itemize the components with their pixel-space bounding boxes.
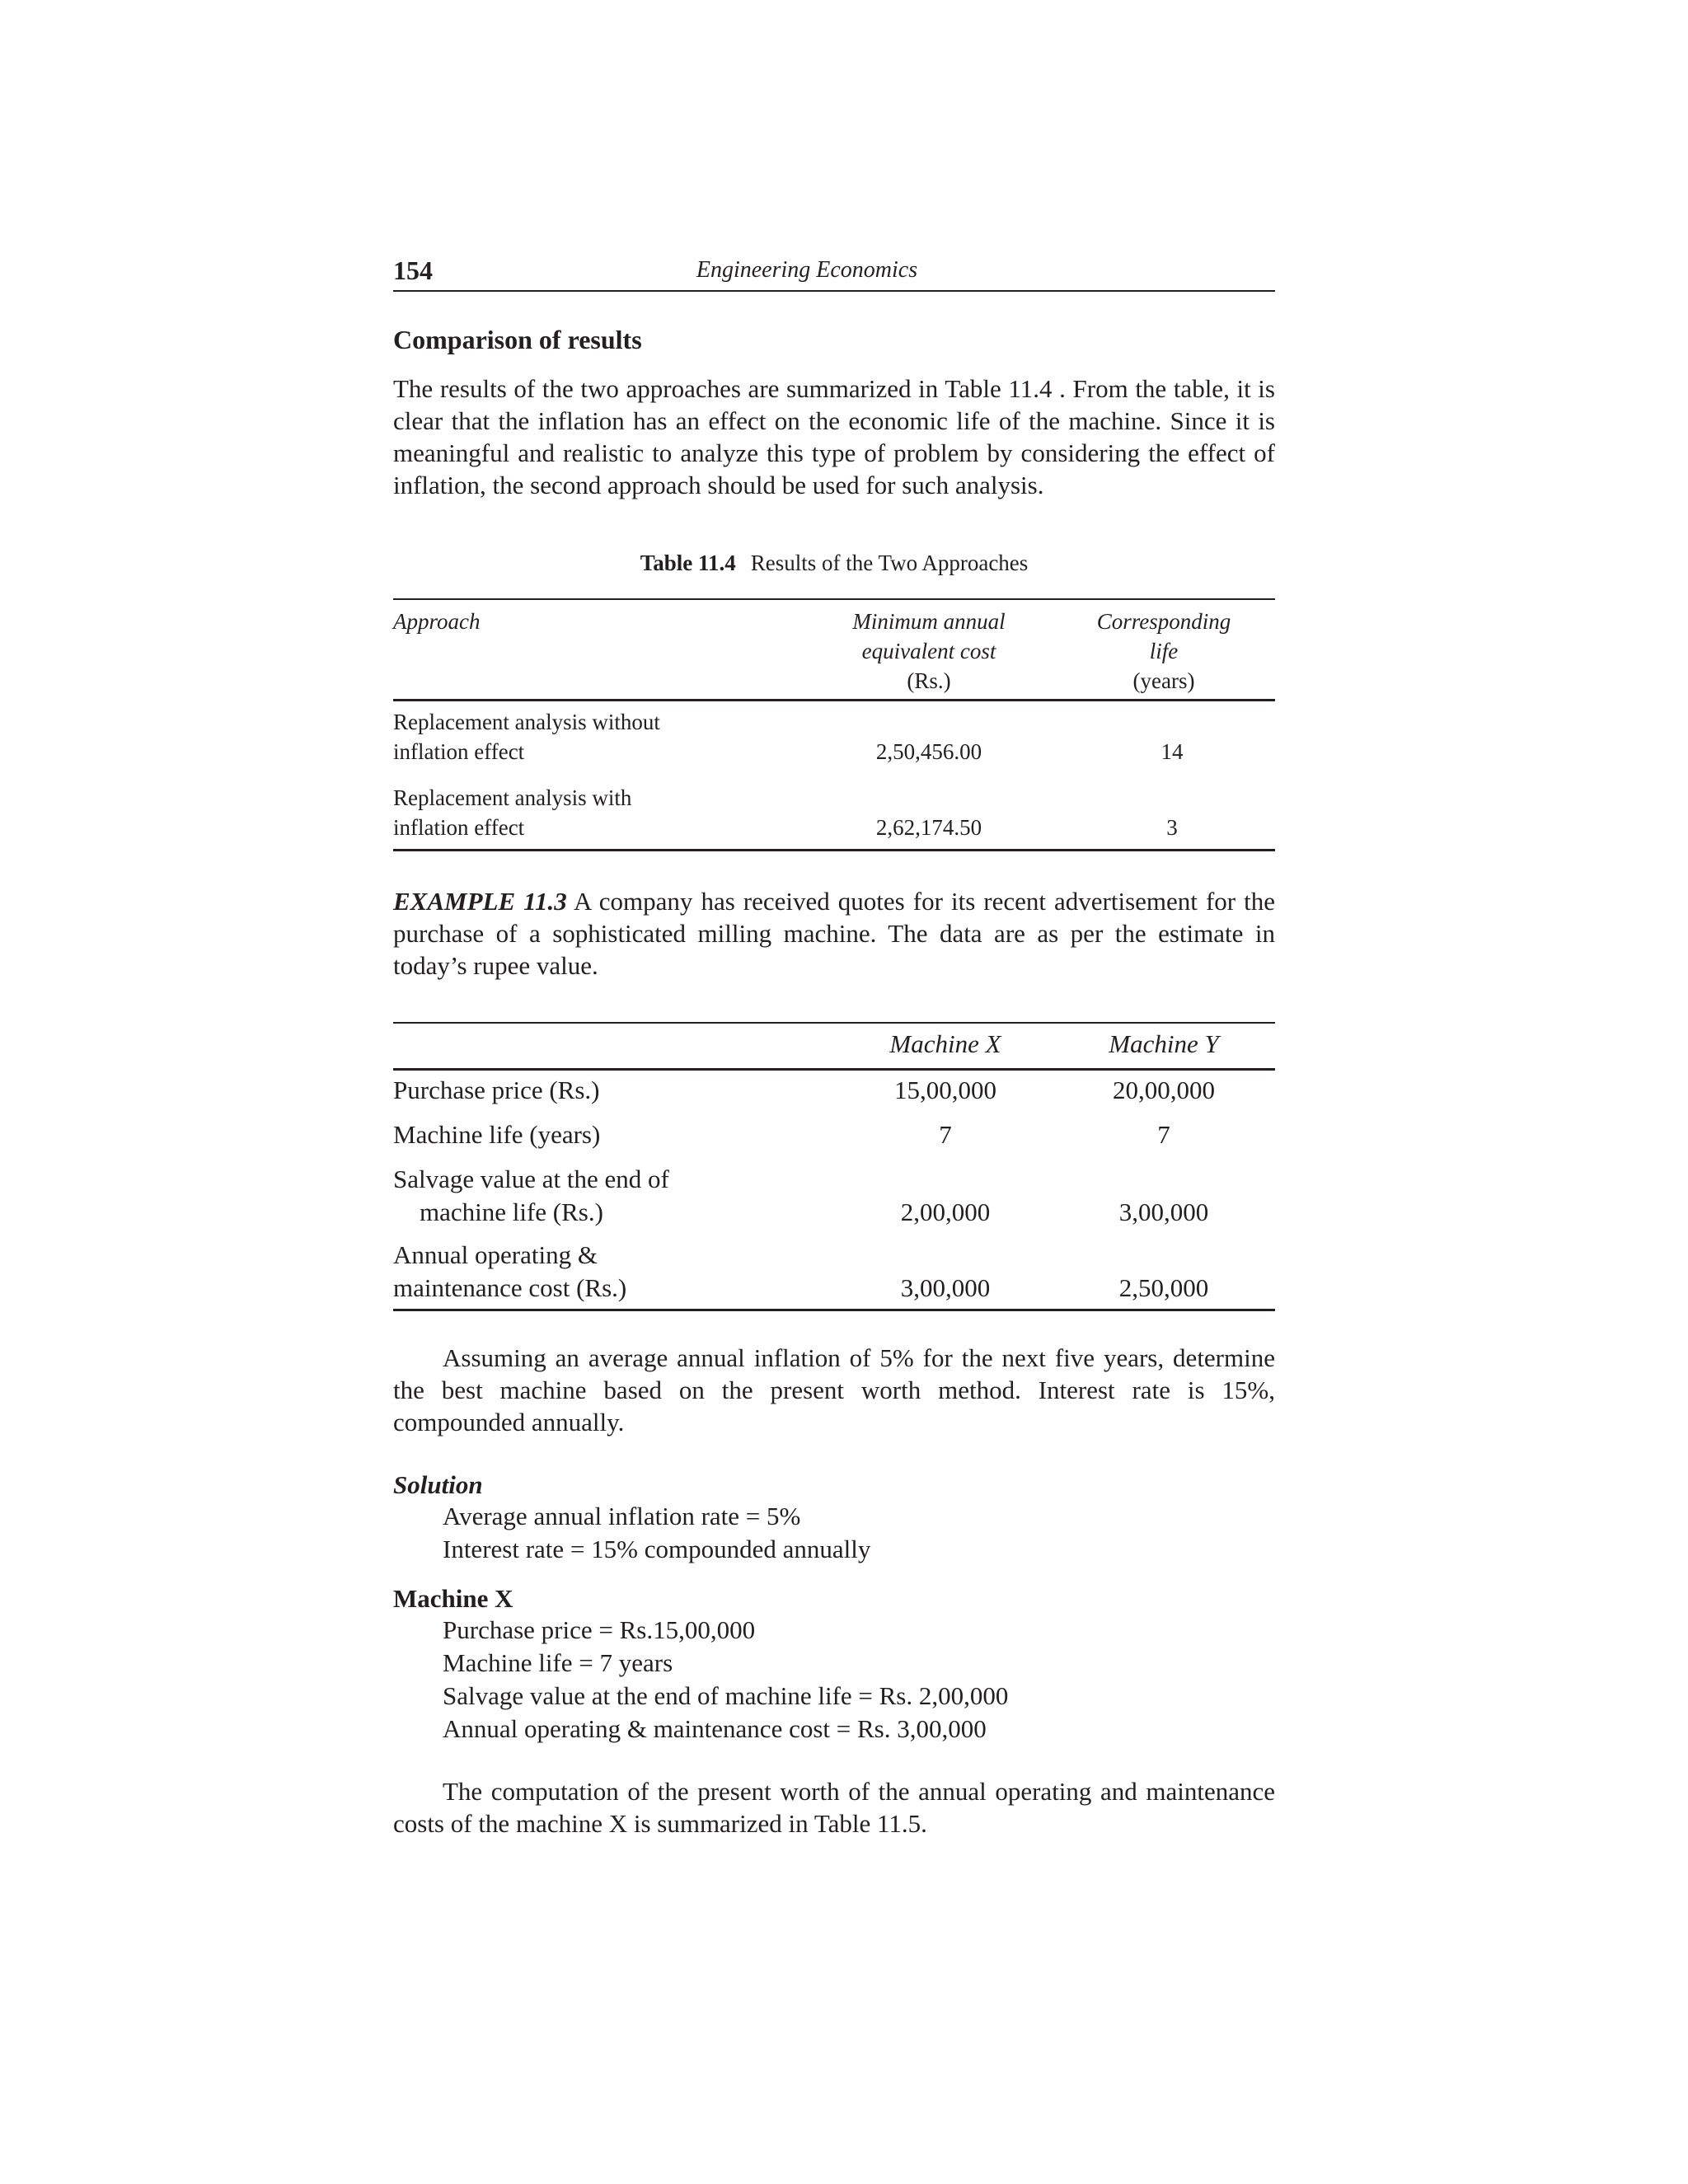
machine-x-line: Machine life = 7 years xyxy=(443,1648,673,1677)
column-header-machine-x: Machine X xyxy=(889,1029,1001,1058)
table-bottom-rule xyxy=(393,1309,1275,1311)
column-header-cost: Minimum annual equivalent cost (Rs.) xyxy=(852,609,1006,693)
table-11-4-caption xyxy=(393,551,1275,576)
book-title: Engineering Economics xyxy=(696,257,918,283)
column-header-approach: Approach xyxy=(393,609,481,634)
page-number: 154 xyxy=(393,255,433,285)
machine-x-heading: Machine X xyxy=(393,1584,513,1613)
solution-heading: Solution xyxy=(393,1470,483,1499)
solution-line: Average annual inflation rate = 5% xyxy=(443,1502,801,1530)
running-header xyxy=(393,255,1275,292)
example-text: A company has received quotes for its recent advertisement for the purchase of a sophisticated milling machine. The data are as per the estimate in today’s rupee value. xyxy=(393,887,1276,980)
machine-x-line: Annual operating & maintenance cost = Rs. 3,00,000 xyxy=(443,1714,987,1743)
machine-x-line: Salvage value at the end of machine life = Rs. 2,00,000 xyxy=(443,1681,1009,1710)
table-header-rule xyxy=(393,699,1275,701)
solution-line: Interest rate = 15% compounded annually xyxy=(443,1535,871,1563)
table-header-rule xyxy=(393,1068,1275,1071)
machine-x-line: Purchase price = Rs.15,00,000 xyxy=(443,1615,756,1644)
table-label: Table 11.4 xyxy=(640,551,736,575)
paragraph-results-summary: The results of the two approaches are summarized in Table 11.4 . From the table, it is clear that the inflation has an effect on the economic life of the machine. Since it is meaningful and realistic to analyze this type of problem by considering the effect of inflation, the second approach should be used for such analysis. xyxy=(393,374,1275,499)
column-header-machine-y: Machine Y xyxy=(1109,1029,1219,1058)
table-bottom-rule xyxy=(393,849,1275,851)
column-header-life: Corresponding life (years) xyxy=(1096,609,1231,693)
table-caption-text: Results of the Two Approaches xyxy=(750,551,1029,575)
example-label: EXAMPLE 11.3 xyxy=(393,887,567,916)
paragraph-table-11-5-intro: The computation of the present worth of the annual operating and maintenance costs of the machine X is summarized in Table 11.5. xyxy=(393,1777,1275,1838)
paragraph-problem-statement: Assuming an average annual inflation of 5% for the next five years, determine the best machine based on the present worth method. Interest rate is 15%, compounded annually. xyxy=(393,1343,1275,1436)
example-11-3 xyxy=(393,885,1275,982)
section-heading: Comparison of results xyxy=(393,325,642,354)
table-top-rule xyxy=(393,1022,1275,1024)
table-top-rule xyxy=(393,598,1275,600)
